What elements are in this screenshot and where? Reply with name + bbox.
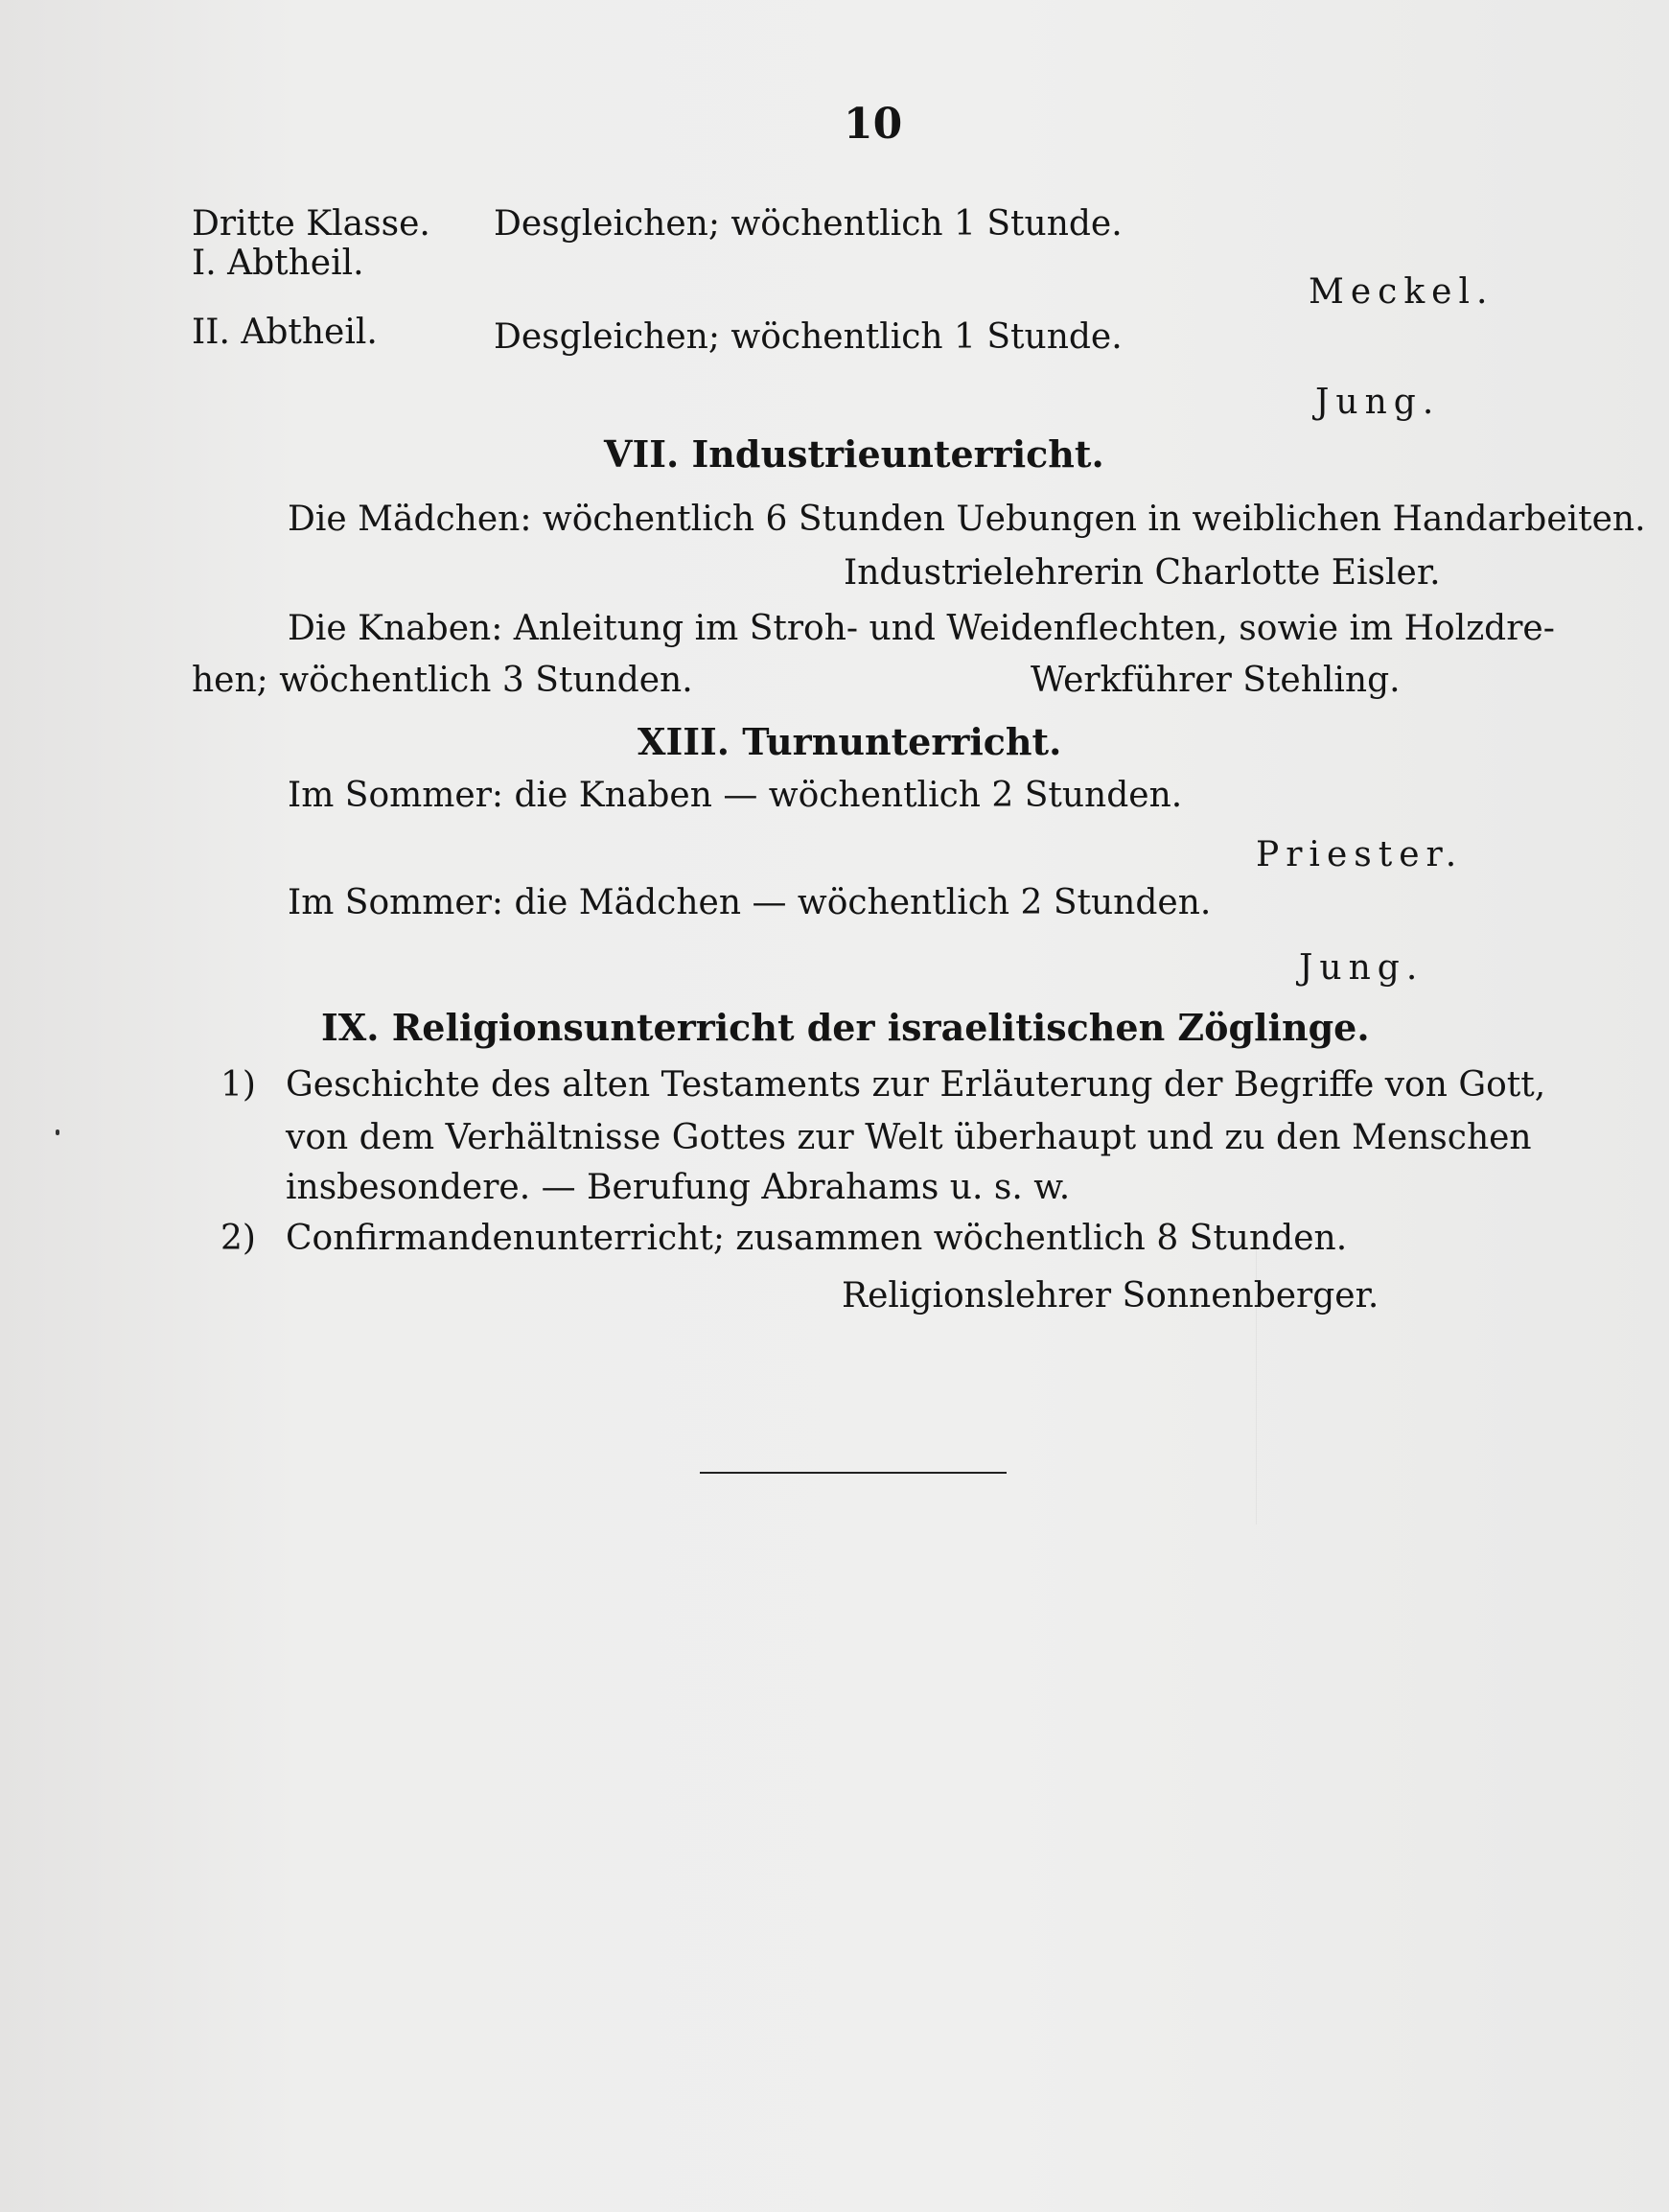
turnen-maedchen: Im Sommer: die Mädchen — wöchentlich 2 Stunden. bbox=[288, 883, 1212, 922]
teacher-sonnenberger: Religionslehrer Sonnenberger. bbox=[842, 1276, 1379, 1316]
religion-item2-line1: Confirmandenunterricht; zusammen wöchentlich 8 Stunden. bbox=[286, 1219, 1348, 1258]
section-heading-religion: IX. Religionsunterricht der israelitischen Zöglinge. bbox=[321, 1006, 1370, 1049]
religion-item1-line1: Geschichte des alten Testaments zur Erläuterung der Begriffe von Gott, bbox=[286, 1065, 1546, 1105]
abtheil-label-2: II. Abtheil. bbox=[192, 313, 378, 352]
page-number: 10 bbox=[844, 100, 903, 149]
teacher-eisler: Industrielehrerin Charlotte Eisler. bbox=[844, 553, 1441, 593]
industrie-knaben-line1: Die Knaben: Anleitung im Stroh- und Weidenflechten, sowie im Holzdre- bbox=[288, 609, 1555, 648]
religion-item1-line3: insbesondere. — Berufung Abrahams u. s. w. bbox=[286, 1168, 1071, 1207]
section-heading-turnen: XIII. Turnunterricht. bbox=[637, 720, 1062, 763]
closing-rule bbox=[700, 1472, 1007, 1474]
teacher-meckel: Meckel. bbox=[1309, 272, 1495, 312]
religion-item1-number: 1) bbox=[220, 1065, 256, 1105]
teacher-jung-2: Jung. bbox=[1299, 948, 1425, 988]
industrie-knaben-line2: hen; wöchentlich 3 Stunden. bbox=[192, 661, 693, 700]
teacher-priester: Priester. bbox=[1256, 835, 1464, 874]
teacher-stehling: Werkführer Stehling. bbox=[1031, 661, 1401, 700]
art-entry-dritte: Desgleichen; wöchentlich 1 Stunde. bbox=[494, 204, 1123, 244]
abtheil-label-1: I. Abtheil. bbox=[192, 244, 364, 283]
religion-item1-line2: von dem Verhältnisse Gottes zur Welt überhaupt und zu den Menschen bbox=[286, 1118, 1532, 1157]
turnen-knaben: Im Sommer: die Knaben — wöchentlich 2 Stunden. bbox=[288, 776, 1183, 815]
art-entry-abtheil-2: Desgleichen; wöchentlich 1 Stunde. bbox=[494, 317, 1123, 357]
teacher-jung-1: Jung. bbox=[1315, 383, 1441, 422]
section-heading-industrie: VII. Industrieunterricht. bbox=[604, 432, 1104, 476]
industrie-maedchen: Die Mädchen: wöchentlich 6 Stunden Uebungen in weiblichen Handarbeiten. bbox=[288, 500, 1646, 539]
class-label-dritte: Dritte Klasse. bbox=[192, 204, 430, 244]
religion-item2-number: 2) bbox=[220, 1219, 256, 1258]
ink-speck bbox=[56, 1129, 59, 1135]
